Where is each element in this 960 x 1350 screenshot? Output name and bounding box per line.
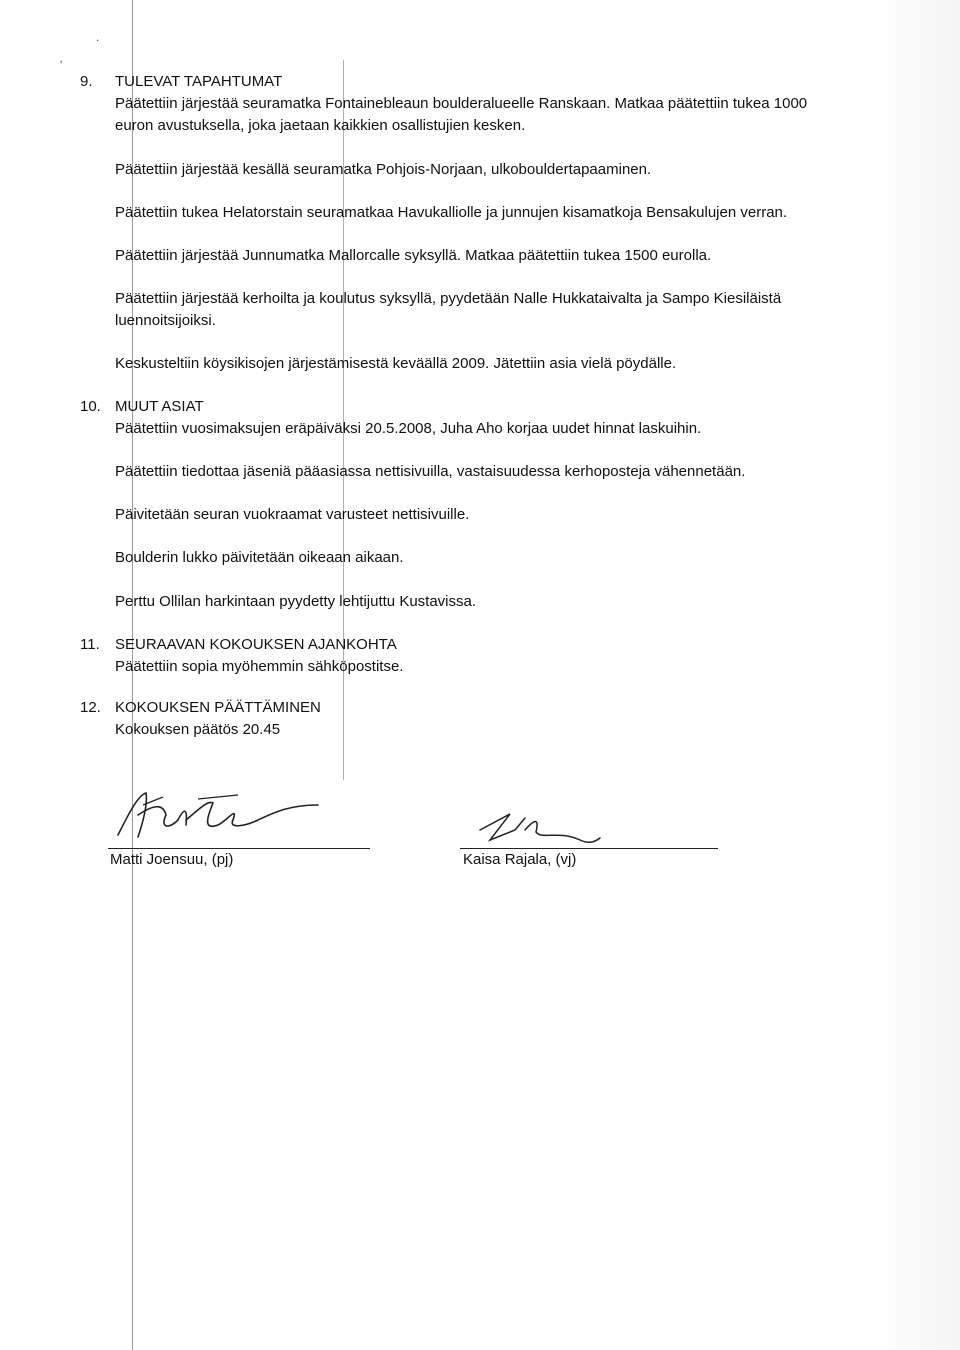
paragraph: Päätettiin tiedottaa jäseniä pääasiassa nettisivuilla, vastaisuudessa kerhoposteja vähennetään. [115, 463, 746, 480]
paragraph: Päivitetään seuran vuokraamat varusteet nettisivuille. [115, 506, 470, 523]
paragraph-line: Päätettiin järjestää kerhoilta ja koulutus syksyllä, pyydetään Nalle Hukkataivalta ja Sampo Kiesiläistä [115, 290, 782, 307]
section-number: 10. [80, 398, 101, 415]
paragraph: Boulderin lukko päivitetään oikeaan aikaan. [115, 549, 404, 566]
paragraph: Perttu Ollilan harkintaan pyydetty lehtijuttu Kustavissa. [115, 593, 477, 610]
section-heading: KOKOUKSEN PÄÄTTÄMINEN [115, 699, 321, 716]
paragraph: Keskusteltiin köysikisojen järjestämisestä keväällä 2009. Jätettiin asia vielä pöydälle. [115, 355, 677, 372]
signature-right-image [470, 800, 610, 850]
paragraph: Päätettiin sopia myöhemmin sähköpostitse. [115, 658, 404, 675]
paragraph: Päätettiin järjestää kesällä seuramatka Pohjois-Norjaan, ulkobouldertapaaminen. [115, 161, 652, 178]
paragraph-line: euron avustuksella, joka jaetaan kaikkien osallistujien kesken. [115, 117, 526, 134]
paragraph: Päätettiin tukea Helatorstain seuramatkaa Havukalliolle ja junnujen kisamatkoja Bensakulujen verran. [115, 204, 788, 221]
signature-name-right: Kaisa Rajala, (vj) [463, 851, 577, 868]
paragraph: Päätettiin vuosimaksujen eräpäiväksi 20.5.2008, Juha Aho korjaa uudet hinnat laskuihin. [115, 420, 702, 437]
signature-line-right [460, 848, 718, 849]
scan-edge-shading [870, 0, 960, 1350]
paragraph-line: Päätettiin järjestää seuramatka Fontainebleaun boulderalueelle Ranskaan. Matkaa päätettiin tukea 1000 [115, 95, 808, 112]
signature-name-left: Matti Joensuu, (pj) [110, 851, 234, 868]
section-heading: MUUT ASIAT [115, 398, 204, 415]
signature-left-image [108, 775, 328, 855]
paragraph: Kokouksen päätös 20.45 [115, 721, 281, 738]
section-number: 12. [80, 699, 101, 716]
scan-speck: . [96, 30, 100, 44]
section-number: 9. [80, 73, 93, 90]
signature-line-left [108, 848, 370, 849]
paragraph-line: luennoitsijoiksi. [115, 312, 216, 329]
section-heading: TULEVAT TAPAHTUMAT [115, 73, 283, 90]
section-number: 11. [80, 636, 100, 653]
section-heading: SEURAAVAN KOKOUKSEN AJANKOHTA [115, 636, 397, 653]
paragraph: Päätettiin järjestää Junnumatka Mallorcalle syksyllä. Matkaa päätettiin tukea 1500 eurolla. [115, 247, 712, 264]
scan-speck: ' [60, 58, 63, 72]
